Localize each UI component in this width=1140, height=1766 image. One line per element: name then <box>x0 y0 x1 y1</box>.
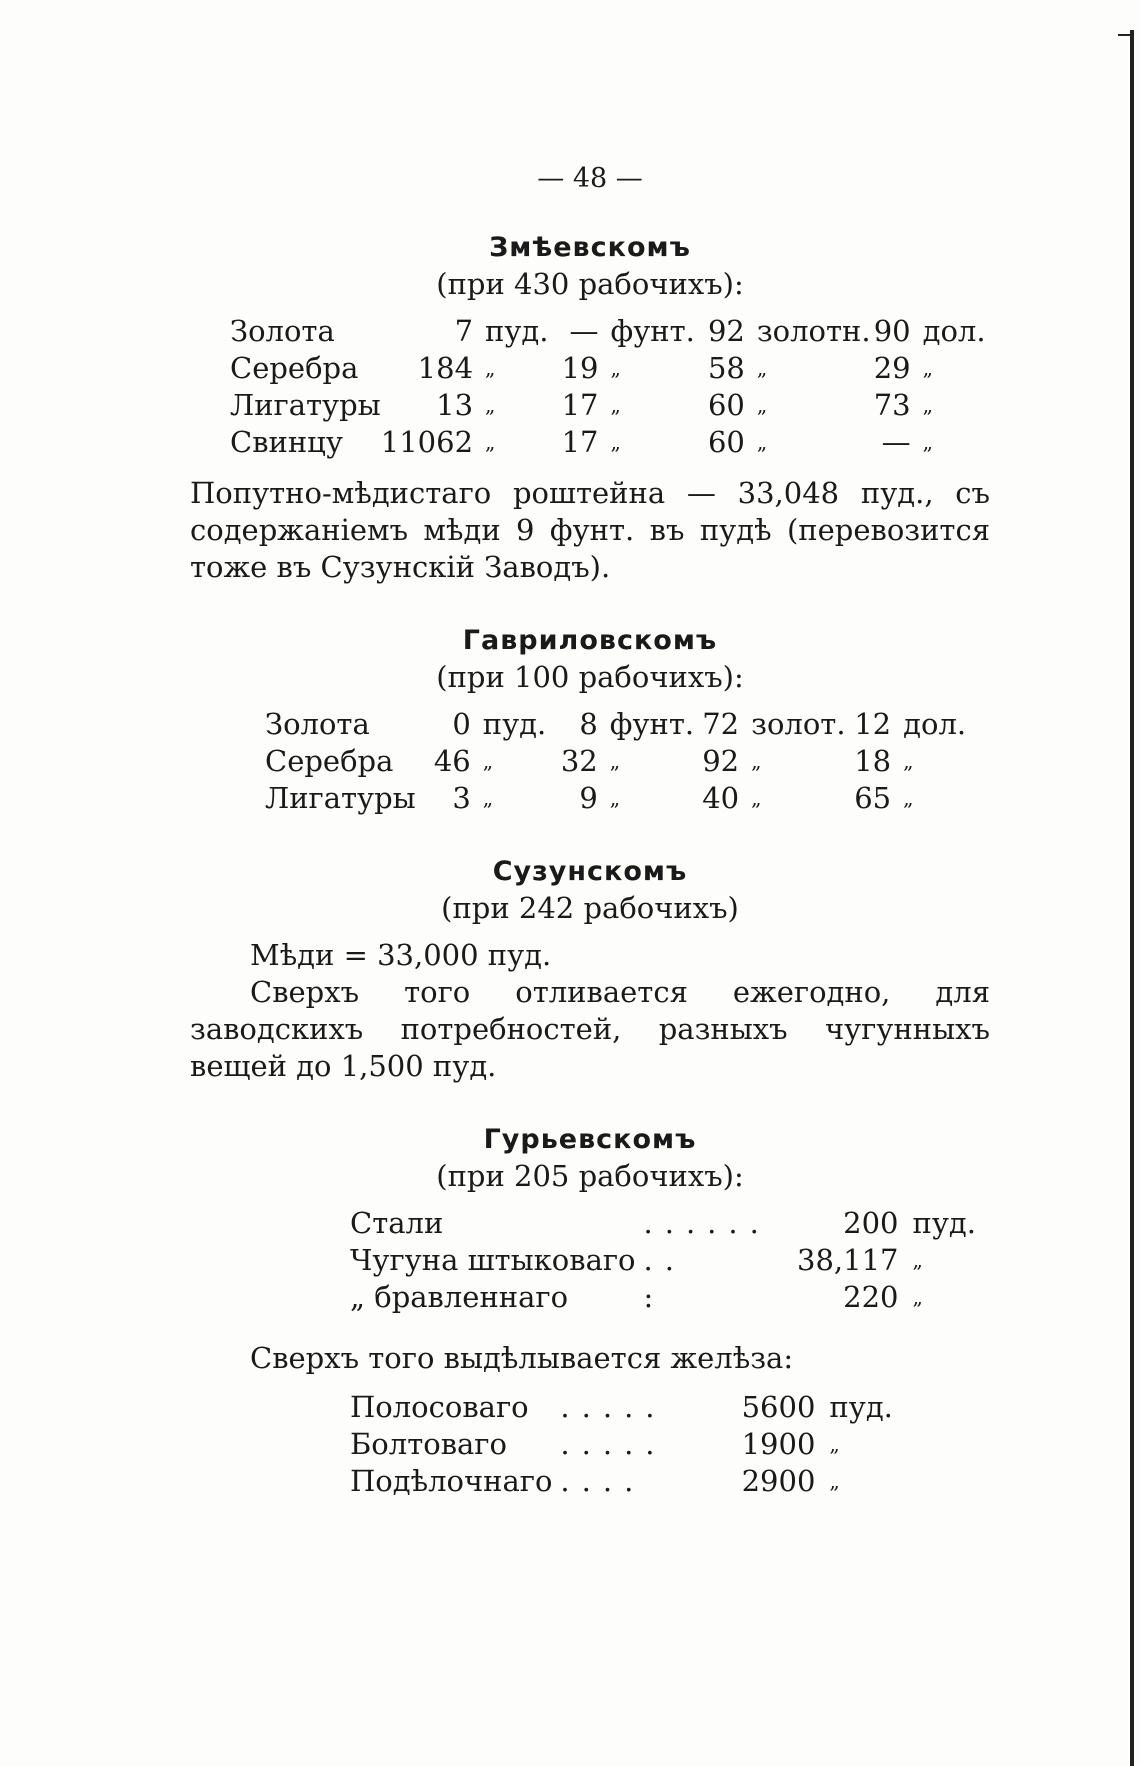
pud-value: 13 <box>436 388 474 422</box>
section-title-gavril: Гавриловскомъ <box>462 625 718 656</box>
funt-unit: „ <box>609 749 621 773</box>
zolot-unit: „ <box>751 786 762 810</box>
metal-name: Лигатуры <box>265 781 416 815</box>
zolot-unit: „ <box>756 430 768 454</box>
item-unit: „ <box>912 1248 923 1272</box>
item-name: Чугуна штыковаго <box>350 1243 636 1277</box>
item-value: 1900 <box>741 1427 816 1461</box>
funt-unit: „ <box>610 430 621 454</box>
table-row <box>265 780 966 817</box>
pud-unit: „ <box>482 786 494 810</box>
pud-value: 184 <box>417 351 474 385</box>
dol-value: 29 <box>873 351 911 385</box>
pud-value: 0 <box>452 707 471 741</box>
section-title-suzun: Сузунскомъ <box>492 856 688 887</box>
zolot-value: 92 <box>707 314 745 348</box>
zolot-value: 40 <box>702 781 740 815</box>
section-sub-guryev: (при 205 рабочихъ): <box>436 1159 744 1193</box>
dol-unit: дол. <box>922 314 986 348</box>
zolot-unit: „ <box>756 356 768 380</box>
page-edge-line <box>1130 30 1134 1766</box>
funt-value: 17 <box>561 388 599 422</box>
zolot-unit: „ <box>756 393 768 417</box>
table-row <box>350 1463 899 1500</box>
iron-table <box>350 1389 899 1500</box>
metal-name: Золота <box>230 314 335 348</box>
zolot-unit: золотн. <box>756 314 871 348</box>
item-name: „ бравленнаго <box>350 1280 569 1314</box>
dot-leader: : <box>643 1280 666 1314</box>
section-sub-gavril: (при 100 рабочихъ): <box>436 660 744 694</box>
item-value: 220 <box>843 1280 899 1314</box>
dot-leader: ..... <box>560 1390 667 1424</box>
pud-unit: „ <box>485 430 496 454</box>
section-title-guryev: Гурьевскомъ <box>483 1124 697 1155</box>
table-row <box>230 387 986 424</box>
zolot-value: 60 <box>707 425 745 459</box>
dol-unit: „ <box>922 393 933 417</box>
item-unit: „ <box>912 1285 923 1309</box>
dot-leader: .. <box>643 1243 686 1277</box>
page-edge-tick <box>1118 34 1130 36</box>
suzun-copper-line: Мѣди = 33,000 пуд. <box>250 938 552 972</box>
zolot-value: 72 <box>702 707 740 741</box>
pud-unit: пуд. <box>482 707 547 741</box>
gavril-table <box>265 706 966 817</box>
table-row <box>265 743 966 780</box>
table-row <box>230 350 986 387</box>
item-value: 200 <box>843 1206 899 1240</box>
item-name: Стали <box>350 1206 444 1240</box>
pud-unit: „ <box>485 356 496 380</box>
metal-name: Золота <box>265 707 370 741</box>
funt-value: 8 <box>579 707 598 741</box>
dot-leader: ...... <box>643 1206 771 1240</box>
guryev-table <box>350 1205 983 1316</box>
table-row <box>230 313 986 350</box>
dot-leader: ..... <box>560 1427 667 1461</box>
item-value: 38,117 <box>797 1243 899 1277</box>
zolot-unit: „ <box>751 749 762 773</box>
item-unit: пуд. <box>829 1390 893 1424</box>
item-unit: „ <box>829 1469 840 1493</box>
dol-value: 73 <box>873 388 911 422</box>
pud-unit: пуд. <box>485 314 549 348</box>
item-unit: „ <box>829 1432 840 1456</box>
funt-unit: „ <box>609 786 621 810</box>
zolot-value: 58 <box>707 351 745 385</box>
section-title-zmeev: Змѣевскомъ <box>489 232 691 263</box>
funt-value: 9 <box>579 781 598 815</box>
section-sub-suzun: (при 242 рабочихъ) <box>441 891 739 925</box>
metal-name: Свинцу <box>230 425 343 459</box>
page-number: — 48 — <box>537 163 643 194</box>
table-row <box>265 706 966 743</box>
funt-unit: фунт. <box>610 314 695 348</box>
funt-unit: фунт. <box>609 707 695 741</box>
pud-value: 11062 <box>380 425 474 459</box>
dol-unit: дол. <box>903 707 967 741</box>
dol-value: 18 <box>854 744 892 778</box>
funt-value: — <box>569 314 599 348</box>
table-row <box>350 1242 983 1279</box>
metal-name: Серебра <box>265 744 394 778</box>
zmeev-table <box>230 313 986 461</box>
dol-unit: „ <box>922 356 933 380</box>
pud-value: 46 <box>433 744 471 778</box>
dol-unit: „ <box>903 749 914 773</box>
metal-name: Лигатуры <box>230 388 381 422</box>
pud-value: 3 <box>452 781 471 815</box>
zolot-value: 60 <box>707 388 745 422</box>
table-row <box>350 1279 983 1316</box>
dol-value: — <box>881 425 911 459</box>
funt-value: 32 <box>560 744 598 778</box>
dol-value: 12 <box>854 707 892 741</box>
funt-value: 17 <box>561 425 599 459</box>
item-name: Подѣлочнаго <box>350 1464 553 1498</box>
funt-unit: „ <box>610 356 621 380</box>
iron-intro: Сверхъ того выдѣлывается желѣза: <box>250 1341 794 1375</box>
section-sub-zmeev: (при 430 рабочихъ): <box>436 267 744 301</box>
table-row <box>350 1389 899 1426</box>
dot-leader: .... <box>560 1464 646 1498</box>
funt-value: 19 <box>561 351 599 385</box>
pud-unit: „ <box>482 749 494 773</box>
zolot-value: 92 <box>702 744 740 778</box>
dol-unit: „ <box>922 430 933 454</box>
pud-value: 7 <box>454 314 474 348</box>
table-row <box>230 424 986 461</box>
item-name: Болтоваго <box>350 1427 507 1461</box>
item-name: Полосоваго <box>350 1390 529 1424</box>
pud-unit: „ <box>485 393 496 417</box>
zolot-unit: золот. <box>751 707 846 741</box>
suzun-note: Сверхъ того отливается ежегодно, для заводскихъ потребностей, разныхъ чугунныхъ вещей до 1,500 пуд. <box>190 975 990 1083</box>
item-value: 5600 <box>741 1390 816 1424</box>
funt-unit: „ <box>610 393 621 417</box>
item-unit: пуд. <box>912 1206 976 1240</box>
dol-value: 65 <box>854 781 892 815</box>
dol-value: 90 <box>873 314 911 348</box>
item-value: 2900 <box>741 1464 816 1498</box>
dol-unit: „ <box>903 786 914 810</box>
table-row <box>350 1426 899 1463</box>
zmeev-note: Попутно-мѣдистаго роштейна — 33,048 пуд., съ содержаніемъ мѣди 9 фунт. въ пудѣ (перевозится тоже въ Сузунскій Заводъ). <box>190 476 990 584</box>
table-row <box>350 1205 983 1242</box>
page-content <box>190 160 990 1500</box>
metal-name: Серебра <box>230 351 359 385</box>
